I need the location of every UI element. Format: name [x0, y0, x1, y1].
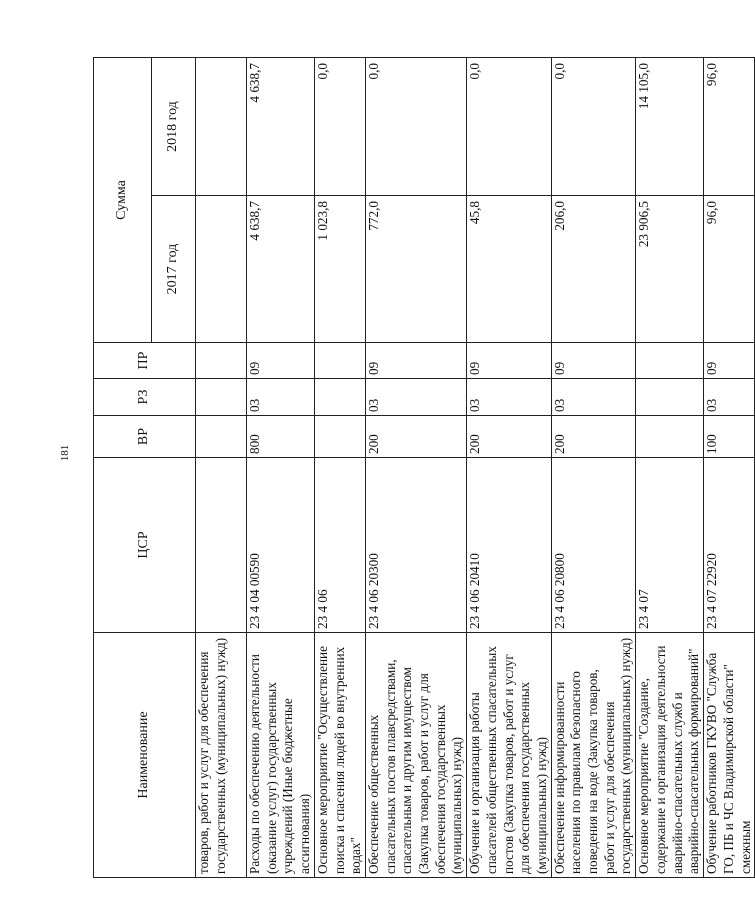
- table-row: [551, 58, 636, 878]
- row-rz: 03: [467, 379, 552, 416]
- row-sum-2018: 4 638,7: [247, 58, 315, 196]
- table-row: [704, 58, 755, 878]
- row-sum-2017: 23 906,5: [636, 196, 704, 343]
- row-sum-2017: 45,8: [467, 196, 552, 343]
- row-vr: [314, 416, 365, 458]
- row-sum-2017: 1 023,8: [314, 196, 365, 343]
- row-csr: [196, 458, 247, 633]
- row-pr: 09: [247, 343, 315, 379]
- row-vr: 800: [247, 416, 315, 458]
- row-rz: [636, 379, 704, 416]
- row-vr: 200: [551, 416, 636, 458]
- table-row: [636, 58, 704, 878]
- header-csr: ЦСР: [94, 458, 196, 633]
- table-row: [314, 58, 365, 878]
- row-sum-2018: 0,0: [467, 58, 552, 196]
- header-rz: РЗ: [94, 379, 196, 416]
- header-vr: ВР: [94, 416, 196, 458]
- row-rz: 03: [704, 379, 755, 416]
- header-year-2017: 2017 год: [152, 196, 196, 343]
- row-sum-2018: 96,0: [704, 58, 755, 196]
- row-pr: 09: [467, 343, 552, 379]
- header-sum: Сумма: [94, 58, 152, 343]
- row-pr: [314, 343, 365, 379]
- row-vr: 200: [467, 416, 552, 458]
- row-pr: 09: [704, 343, 755, 379]
- header-year-2018: 2018 год: [152, 58, 196, 196]
- row-vr: 200: [365, 416, 466, 458]
- row-rz: [314, 379, 365, 416]
- row-rz: 03: [247, 379, 315, 416]
- table-row: [196, 58, 247, 878]
- row-csr: 23 4 06 20300: [365, 458, 466, 633]
- row-sum-2017: 772,0: [365, 196, 466, 343]
- row-vr: 100: [704, 416, 755, 458]
- row-name: Обеспечение информированности населения по правилам безопасного поведения на воде (Закупка товаров, работ и услуг для обеспечения государственных (муниципальных) нужд): [551, 633, 636, 878]
- row-name: Расходы по обеспечению деятельности (оказание услуг) государственных учреждений (Иные бюджетные ассигнования): [247, 633, 315, 878]
- rotated-budget-table: [93, 58, 753, 878]
- row-csr: 23 4 07: [636, 458, 704, 633]
- row-pr: [196, 343, 247, 379]
- table-row: [247, 58, 315, 878]
- row-csr: 23 4 06 20410: [467, 458, 552, 633]
- row-sum-2017: 96,0: [704, 196, 755, 343]
- header-pr: ПР: [94, 343, 196, 379]
- header-name: Наименование: [94, 633, 196, 878]
- row-sum-2017: 206,0: [551, 196, 636, 343]
- row-name: Обучение работников ГКУВО "Служба ГО, ПБ и ЧС Владимирской области" смежным: [704, 633, 755, 878]
- row-sum-2018: 0,0: [314, 58, 365, 196]
- row-name: Основное мероприятие "Создание, содержание и организация деятельности аварийно-спасательных служб и аварийно-спасательных формирований": [636, 633, 704, 878]
- budget-table: [93, 57, 755, 878]
- row-rz: 03: [365, 379, 466, 416]
- row-name: товаров, работ и услуг для обеспечения государственных (муниципальных) нужд): [196, 633, 247, 878]
- row-pr: 09: [551, 343, 636, 379]
- row-vr: [196, 416, 247, 458]
- table-row: [467, 58, 552, 878]
- row-name: Основное мероприятие "Осуществление поиска и спасения людей во внутренних водах": [314, 633, 365, 878]
- row-vr: [636, 416, 704, 458]
- row-csr: 23 4 06 20800: [551, 458, 636, 633]
- row-csr: 23 4 06: [314, 458, 365, 633]
- row-name: Обеспечение общественных спасательных постов плавсредствами, спасательным и другим имуществом (Закупка товаров, работ и услуг для обеспечения государственных (муниципальных) нужд): [365, 633, 466, 878]
- row-sum-2018: 0,0: [551, 58, 636, 196]
- row-name: Обучение и организация работы спасателей общественных спасательных постов (Закупка товаров, работ и услуг для обеспечения государственных (муниципальных) нужд): [467, 633, 552, 878]
- row-csr: 23 4 04 00590: [247, 458, 315, 633]
- row-rz: [196, 379, 247, 416]
- row-rz: 03: [551, 379, 636, 416]
- row-pr: [636, 343, 704, 379]
- row-sum-2018: 0,0: [365, 58, 466, 196]
- page-number: 181: [59, 444, 71, 462]
- row-sum-2018: 14 105,0: [636, 58, 704, 196]
- row-csr: 23 4 07 22920: [704, 458, 755, 633]
- row-sum-2017: 4 638,7: [247, 196, 315, 343]
- row-sum-2018: [196, 58, 247, 196]
- table-row: [365, 58, 466, 878]
- row-sum-2017: [196, 196, 247, 343]
- row-pr: 09: [365, 343, 466, 379]
